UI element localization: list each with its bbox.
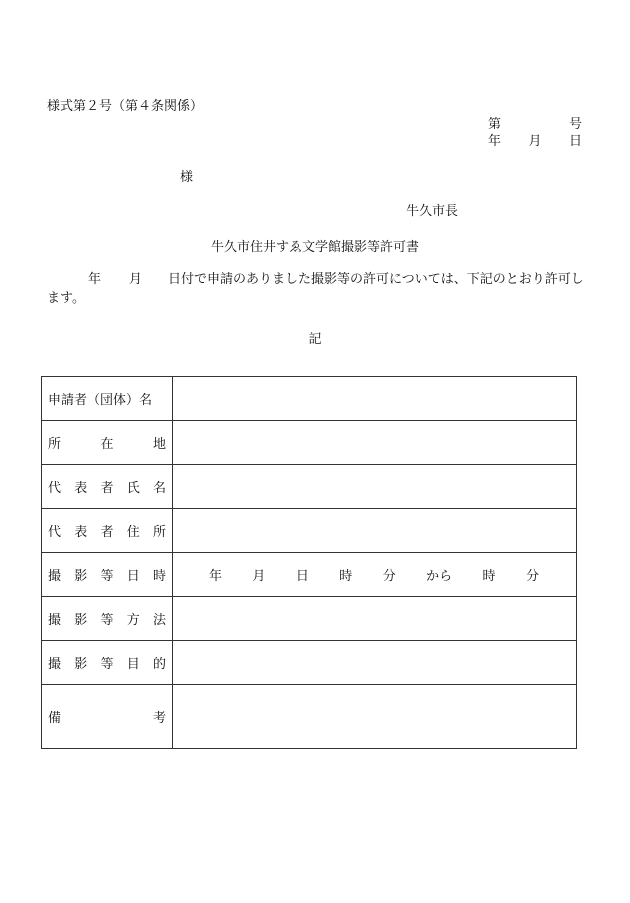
body-year: 年 bbox=[88, 272, 102, 287]
form-number: 様式第２号（第４条関係） bbox=[47, 99, 204, 114]
label-rep-name: 代 表 者 氏 名 bbox=[42, 465, 173, 509]
value-rep-name bbox=[173, 465, 577, 509]
table-row-applicant bbox=[42, 377, 577, 421]
value-method bbox=[173, 597, 577, 641]
body-month: 月 bbox=[129, 272, 143, 287]
label-applicant: 申請者（団体）名 bbox=[42, 377, 173, 421]
label-remarks: 備 考 bbox=[42, 685, 173, 749]
value-purpose bbox=[173, 641, 577, 685]
issue-date-line bbox=[488, 130, 582, 149]
document-title: 牛久市住井すゑ文学館撮影等許可書 bbox=[210, 240, 419, 255]
table-row-address bbox=[42, 421, 577, 465]
value-rep-address bbox=[173, 509, 577, 553]
value-applicant bbox=[173, 377, 577, 421]
table-row-rep-address bbox=[42, 509, 577, 553]
permit-details-table bbox=[41, 376, 577, 749]
date-month: 月 bbox=[528, 134, 542, 149]
body-text: 日付で申請のありました撮影等の許可については、下記のとおり許可します。 bbox=[47, 272, 584, 306]
issuer-name: 牛久市長 bbox=[406, 204, 459, 219]
value-remarks bbox=[173, 685, 577, 749]
body-paragraph bbox=[47, 270, 585, 308]
table-row-rep-name bbox=[42, 465, 577, 509]
table-row-datetime bbox=[42, 553, 577, 597]
table-row-purpose bbox=[42, 641, 577, 685]
date-day: 日 bbox=[568, 134, 582, 149]
value-datetime: 年 月 日 時 分 から 時 分 bbox=[173, 553, 577, 597]
table-row-method bbox=[42, 597, 577, 641]
label-purpose: 撮 影 等 目 的 bbox=[42, 641, 173, 685]
addressee-honorific: 様 bbox=[180, 170, 194, 185]
date-year: 年 bbox=[488, 134, 502, 149]
number-go: 号 bbox=[568, 117, 582, 132]
ki-heading: 記 bbox=[308, 332, 322, 347]
number-dai: 第 bbox=[488, 117, 502, 132]
value-address bbox=[173, 421, 577, 465]
label-rep-address: 代 表 者 住 所 bbox=[42, 509, 173, 553]
label-datetime: 撮 影 等 日 時 bbox=[42, 553, 173, 597]
label-address: 所 在 地 bbox=[42, 421, 173, 465]
table-row-remarks bbox=[42, 685, 577, 749]
label-method: 撮 影 等 方 法 bbox=[42, 597, 173, 641]
